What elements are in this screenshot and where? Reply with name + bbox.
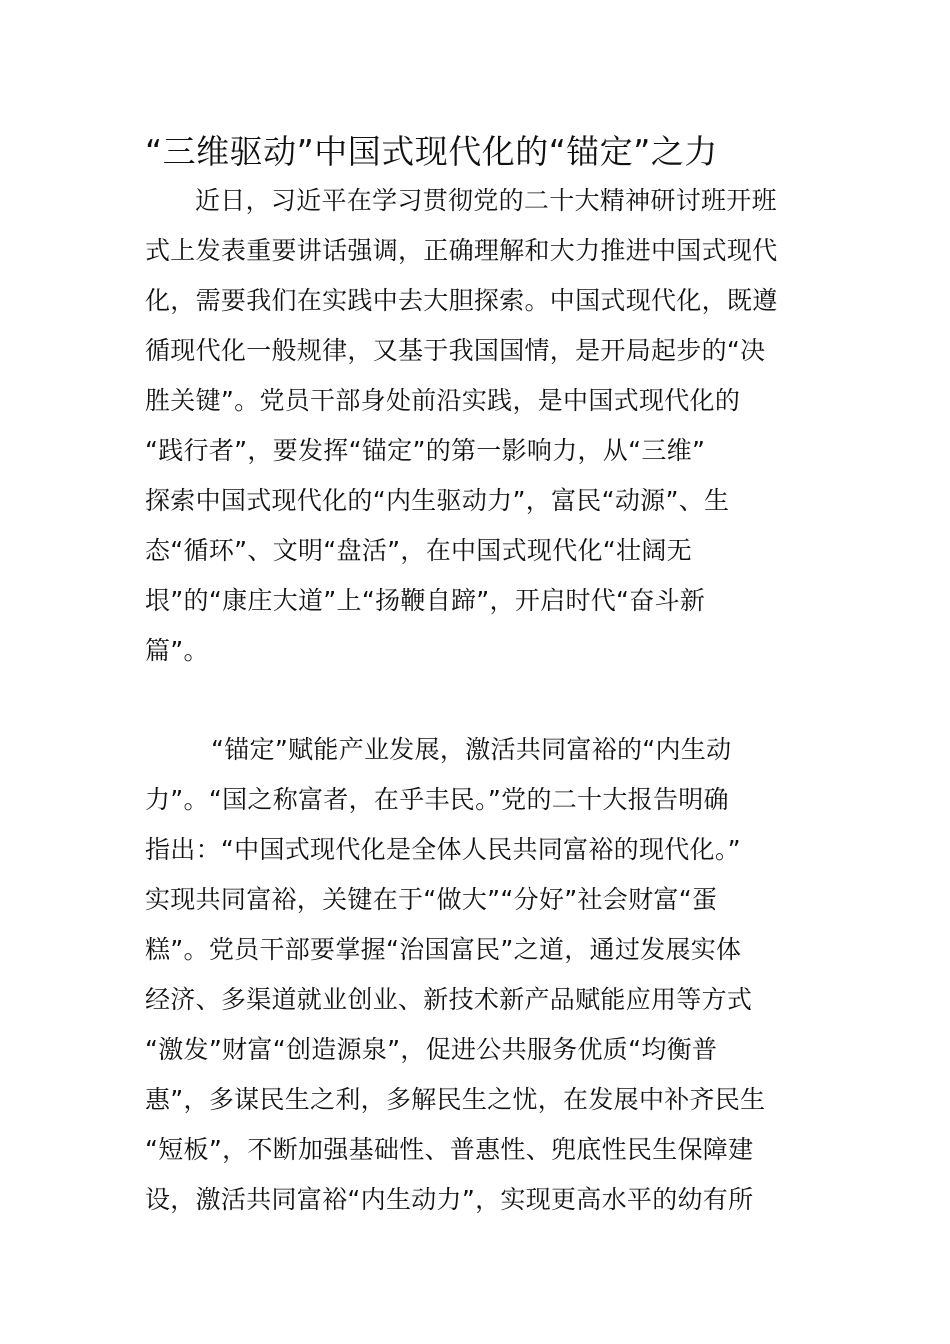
paragraph-2: [145, 725, 807, 1225]
paragraph-line: 糕”。党员干部要掌握“治国富民”之道，通过发展实体: [145, 935, 742, 964]
paragraph-line: “践行者”，要发挥“锚定”的第一影响力，从“三维”: [145, 436, 706, 465]
paragraph-line: 篇”。: [145, 636, 209, 665]
paragraph-line: 化，需要我们在实践中去大胆探索。中国式现代化，既遵: [145, 286, 778, 315]
paragraph-line: 惠”，多谋民生之利，多解民生之忧，在发展中补齐民生: [145, 1085, 766, 1114]
paragraph-line: “短板”，不断加强基础性、普惠性、兜底性民生保障建: [145, 1135, 754, 1164]
paragraph-line: 态“循环”、文明“盘活”，在中国式现代化“壮阔无: [145, 536, 692, 565]
paragraph-line: 垠”的“康庄大道”上“扬鞭自蹄”，开启时代“奋斗新: [145, 586, 706, 615]
paragraph-line: 设，激活共同富裕“内生动力”，实现更高水平的幼有所: [145, 1185, 754, 1214]
paragraph-line: 循现代化一般规律，又基于我国国情，是开局起步的“决: [145, 336, 766, 365]
paragraph-line: 实现共同富裕，关键在于“做大”“分好”社会财富“蛋: [145, 885, 718, 914]
paragraph-line: 探索中国式现代化的“内生驱动力”，富民“动源”、生: [145, 486, 730, 515]
paragraph-line: 指出：“中国式现代化是全体人民共同富裕的现代化。”: [145, 835, 741, 864]
paragraph-line: “锚定”赋能产业发展，激活共同富裕的“内生动: [211, 735, 732, 764]
paragraph-line: 经济、多渠道就业创业、新技术新产品赋能应用等方式: [145, 985, 753, 1014]
paragraph-line: “激发”财富“创造源泉”，促进公共服务优质“均衡普: [145, 1035, 718, 1064]
document-title: “三维驱动”中国式现代化的“锚定”之力: [145, 132, 718, 171]
paragraph-line: 胜关键”。党员干部身处前沿实践，是中国式现代化的: [145, 386, 741, 415]
paragraph-line: 近日，习近平在学习贯彻党的二十大精神研讨班开班: [195, 186, 777, 215]
paragraph-line: 力”。“国之称富者，在乎丰民。”党的二十大报告明确: [145, 785, 729, 814]
paragraph-1: [145, 176, 807, 676]
paragraph-line: 式上发表重要讲话强调，正确理解和大力推进中国式现代: [145, 236, 778, 265]
